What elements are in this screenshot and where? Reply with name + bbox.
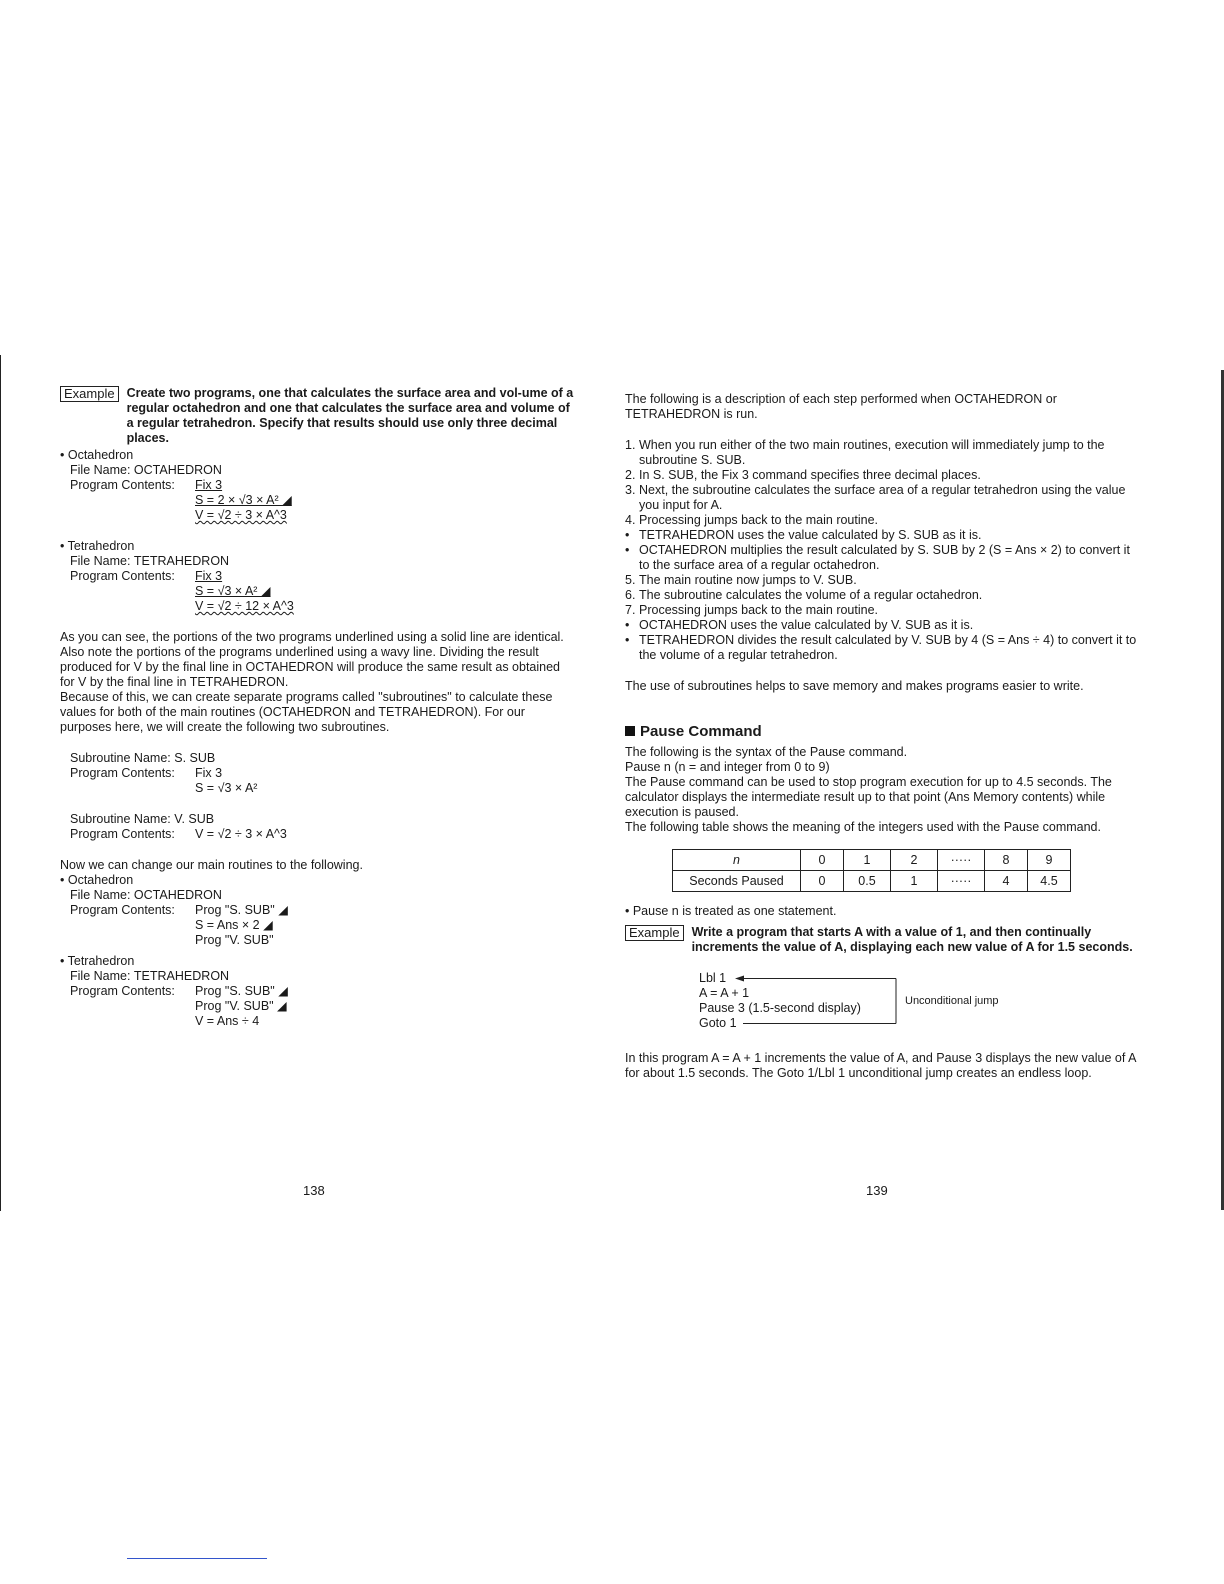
file-name: TETRAHEDRON — [133, 554, 230, 568]
program-line-text: S = √3 × A² ◢ — [195, 584, 271, 598]
list-item — [625, 438, 1137, 468]
page-number-left: 138 — [303, 1183, 325, 1198]
file-name-label: File Name: — [70, 969, 131, 983]
subroutine-s-block — [60, 751, 575, 796]
list-marker: 1. — [625, 438, 636, 452]
left-example — [60, 386, 575, 446]
subroutine-name-label: Subroutine Name: — [70, 812, 171, 826]
program-contents-label: Program Contents: — [70, 984, 175, 998]
list-text: OCTAHEDRON uses the value calculated by V. SUB as it is. — [639, 618, 974, 632]
program-contents-label: Program Contents: — [70, 478, 175, 492]
list-marker: 5. — [625, 573, 636, 587]
table-row — [673, 871, 1071, 892]
sub1-contents-row — [60, 766, 575, 781]
program-contents-label: Program Contents: — [70, 569, 175, 583]
list-marker: 7. — [625, 603, 636, 617]
list-marker: • — [625, 543, 630, 557]
file-name: OCTAHEDRON — [133, 888, 222, 902]
octahedron-bullet: • Octahedron — [60, 873, 134, 887]
table-cell: 1 — [844, 850, 891, 871]
program-line: Fix 3 — [195, 766, 223, 780]
program-line: V = √2 ÷ 3 × A^3 — [195, 827, 287, 841]
scan-edge-bottom-left — [0, 1210, 1, 1211]
program-line: Goto 1 — [699, 1016, 737, 1030]
tetrahedron-bullet: • Tetrahedron — [60, 954, 135, 968]
sub2-contents-row — [60, 827, 575, 842]
list-item — [625, 468, 1137, 483]
program-line: Fix 3 — [195, 569, 223, 583]
program-contents-label: Program Contents: — [70, 827, 175, 841]
program-line-text: S = 2 × √3 × A² ◢ — [195, 493, 292, 507]
list-text: In S. SUB, the Fix 3 command specifies three decimal places. — [639, 468, 981, 482]
change-text: Now we can change our main routines to the following. — [60, 858, 363, 872]
program-line: S = √3 × A² — [195, 781, 258, 795]
program-line: Prog "S. SUB" ◢ — [195, 903, 288, 917]
list-marker: 4. — [625, 513, 636, 527]
table-cell: 4.5 — [1028, 871, 1071, 892]
table-cell: 1 — [891, 871, 938, 892]
octa2-contents-row — [60, 903, 575, 918]
subroutine-note: The use of subroutines helps to save memory and makes programs easier to write. — [625, 679, 1084, 693]
table-cell: n — [673, 850, 801, 871]
example-title: Create two programs, one that calculates the surface area and vol-ume of a regular octahedron and one that calculates the surface area and volume of a regular tetrahedron. Specify that results should use only three decimal places. — [126, 386, 574, 445]
table-cell: Seconds Paused — [673, 871, 801, 892]
subroutine-name-label: Subroutine Name: — [70, 751, 171, 765]
file-name-label: File Name: — [70, 888, 131, 902]
tetra-file-row — [60, 554, 575, 569]
scan-edge-left — [0, 355, 1, 1211]
table-cell: ····· — [938, 871, 985, 892]
list-text: The subroutine calculates the volume of a regular octahedron. — [639, 588, 983, 602]
list-item — [625, 513, 1137, 528]
list-item — [625, 603, 1137, 618]
pause-paragraph: The following is the syntax of the Pause command. Pause n (n = and integer from 0 to 9) The Pause command can be used to stop program execution for up to 4.5 seconds. The calculator displays the intermediate result up to that point (Ans Memory contents) while execution is paused. The following table shows the meaning of the integers used with the Pause command. — [625, 745, 1112, 834]
program-line: V = Ans ÷ 4 — [195, 1014, 260, 1028]
program-line: Prog "V. SUB" — [195, 933, 274, 947]
list-text: Processing jumps back to the main routine. — [639, 513, 879, 527]
octahedron-block — [60, 448, 575, 523]
program-line: Fix 3 — [195, 478, 223, 492]
table-cell: 0.5 — [844, 871, 891, 892]
list-text: TETRAHEDRON divides the result calculated by V. SUB by 4 (S = Ans ÷ 4) to convert it to the volume of a regular tetrahedron. — [639, 633, 1137, 662]
jump-diagram — [699, 971, 1137, 1051]
file-name: TETRAHEDRON — [133, 969, 230, 983]
program-line — [60, 584, 575, 599]
page-number-right: 139 — [866, 1183, 888, 1198]
steps-list — [625, 438, 1137, 663]
table-cell: 4 — [985, 871, 1028, 892]
list-item — [625, 528, 1137, 543]
list-item — [625, 633, 1137, 663]
tetrahedron-block — [60, 539, 575, 614]
pause-heading — [625, 724, 1137, 739]
list-text: Processing jumps back to the main routine. — [639, 603, 879, 617]
program-line-text: V = √2 ÷ 12 × A^3 — [195, 599, 294, 613]
file-name: OCTAHEDRON — [133, 463, 222, 477]
octahedron-bullet: • Octahedron — [60, 448, 134, 462]
list-marker: • — [625, 528, 630, 542]
table-cell: 0 — [801, 871, 844, 892]
list-marker: • — [625, 633, 630, 647]
list-item — [625, 573, 1137, 588]
list-item — [625, 483, 1137, 513]
tetra-contents-row — [60, 569, 575, 584]
tetra2-contents-row — [60, 984, 575, 999]
octa-contents-row — [60, 478, 575, 493]
right-page — [625, 392, 1137, 1081]
subroutine-name: V. SUB — [174, 812, 215, 826]
program-line — [60, 493, 575, 508]
program-line: Pause 3 (1.5-second display) — [699, 1001, 861, 1015]
example-label: Example — [625, 925, 684, 941]
program-line: A = A + 1 — [699, 986, 750, 1000]
sub2-name-row — [60, 812, 575, 827]
table-cell: 2 — [891, 850, 938, 871]
scan-underline-bottom — [127, 1558, 267, 1559]
list-text: The main routine now jumps to V. SUB. — [639, 573, 857, 587]
program-line: Prog "S. SUB" ◢ — [195, 984, 288, 998]
tetra2-file-row — [60, 969, 575, 984]
example-label: Example — [60, 386, 119, 402]
left-page — [60, 386, 575, 1029]
pause-note: • Pause n is treated as one statement. — [625, 904, 837, 918]
list-marker: 3. — [625, 483, 636, 497]
file-name-label: File Name: — [70, 554, 131, 568]
list-text: When you run either of the two main routines, execution will immediately jump to the subroutine S. SUB. — [639, 438, 1105, 467]
list-marker: 6. — [625, 588, 636, 602]
list-text: Next, the subroutine calculates the surface area of a regular tetrahedron using the value you input for A. — [639, 483, 1126, 512]
program-contents-label: Program Contents: — [70, 766, 175, 780]
table-row — [673, 850, 1071, 871]
pause-table — [672, 849, 1071, 892]
list-item — [625, 588, 1137, 603]
list-item — [625, 543, 1137, 573]
program-line-text: V = √2 ÷ 3 × A^3 — [195, 508, 287, 522]
tetrahedron2-block — [60, 954, 575, 1029]
program-contents-label: Program Contents: — [70, 903, 175, 917]
program-line — [60, 508, 575, 523]
square-bullet-icon — [625, 726, 635, 736]
closing-paragraph: In this program A = A + 1 increments the value of A, and Pause 3 displays the new value of A for about 1.5 seconds. The Goto 1/Lbl 1 unconditional jump creates an endless loop. — [625, 1051, 1136, 1080]
list-text: TETRAHEDRON uses the value calculated by S. SUB as it is. — [639, 528, 982, 542]
sub1-name-row — [60, 751, 575, 766]
table-cell: 0 — [801, 850, 844, 871]
program-line: Prog "V. SUB" ◢ — [195, 999, 287, 1013]
table-cell: ····· — [938, 850, 985, 871]
subroutine-name: S. SUB — [174, 751, 216, 765]
list-marker: • — [625, 618, 630, 632]
octahedron2-block — [60, 873, 575, 948]
example-title: Write a program that starts A with a value of 1, and then continually increments the value of A, displaying each new value of A for 1.5 seconds. — [691, 925, 1133, 954]
jump-label: Unconditional jump — [905, 995, 999, 1007]
octa-file-row — [60, 463, 575, 478]
pause-heading-text: Pause Command — [640, 723, 762, 740]
intro-paragraph: The following is a description of each step performed when OCTAHEDRON or TETRAHEDRON is run. — [625, 392, 1057, 421]
jump-arrow-icon — [699, 971, 899, 1033]
explanation-paragraph: As you can see, the portions of the two programs underlined using a solid line are identical. Also note the portions of the programs underlined using a wavy line. Dividing the result produced for V by the final line in OCTAHEDRON will produce the same result as obtained for V by the final line in TETRAHEDRON. Because of this, we can create separate programs called "subroutines" to calculate these values for both of the main routines (OCTAHEDRON and TETRAHEDRON). For our purposes here, we will create the following two subroutines. — [60, 630, 564, 734]
list-text: OCTAHEDRON multiplies the result calculated by S. SUB by 2 (S = Ans × 2) to convert it to the surface area of a regular octahedron. — [639, 543, 1130, 572]
subroutine-v-block — [60, 812, 575, 842]
octa2-file-row — [60, 888, 575, 903]
table-cell: 9 — [1028, 850, 1071, 871]
table-cell: 8 — [985, 850, 1028, 871]
program-line: S = Ans × 2 ◢ — [195, 918, 273, 932]
tetrahedron-bullet: • Tetrahedron — [60, 539, 135, 553]
list-item — [625, 618, 1137, 633]
program-line: Lbl 1 — [699, 971, 727, 985]
file-name-label: File Name: — [70, 463, 131, 477]
list-marker: 2. — [625, 468, 636, 482]
right-example — [625, 925, 1137, 955]
program-line — [60, 599, 575, 614]
